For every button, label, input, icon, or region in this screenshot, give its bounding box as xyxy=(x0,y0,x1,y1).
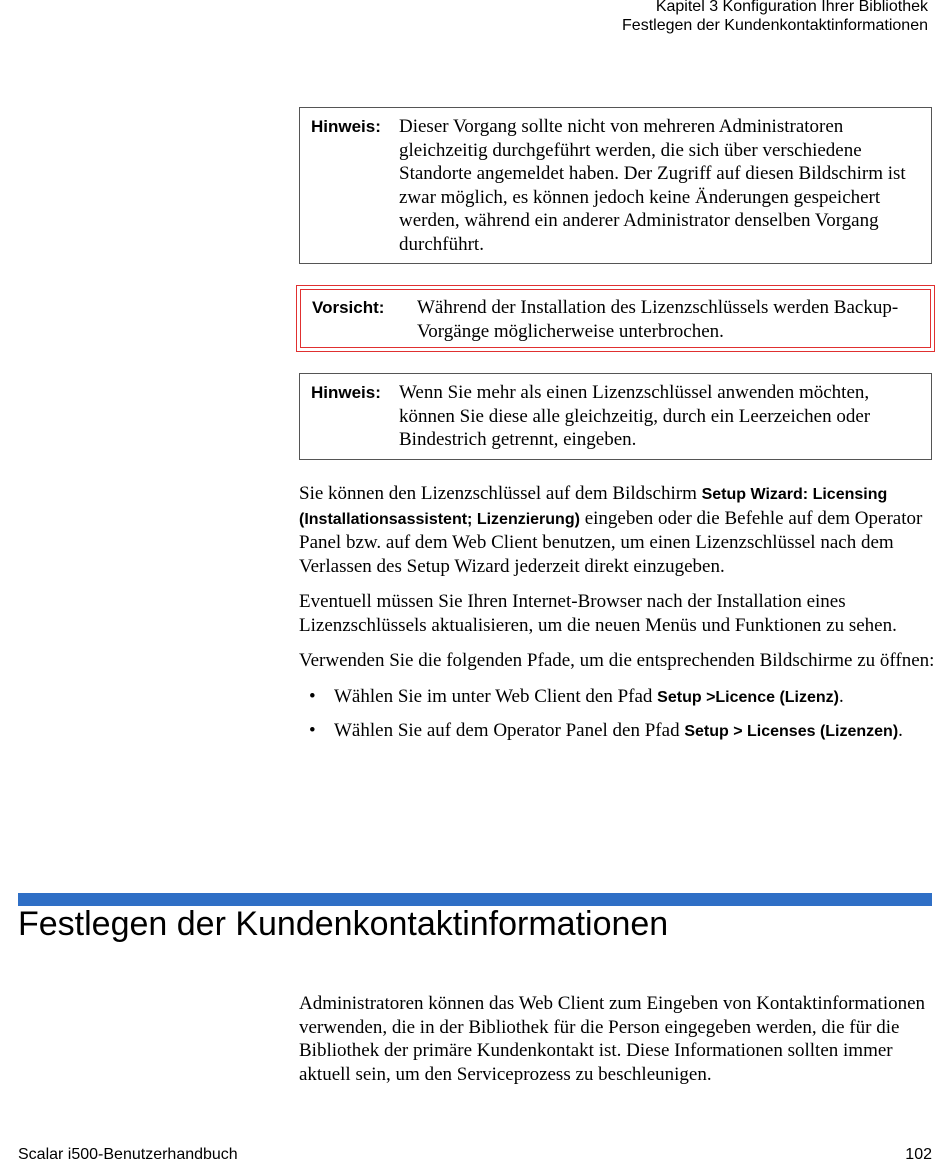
note-box-multiple-keys xyxy=(299,373,932,460)
contact-body-text xyxy=(299,992,939,1098)
note-box-concurrent-admins xyxy=(299,107,932,264)
header-section: Festlegen der Kundenkontaktinformationen xyxy=(622,17,928,34)
bullet-text: Wählen Sie auf dem Operator Panel den Pfad xyxy=(334,720,685,741)
header-chapter: Kapitel 3 Konfiguration Ihrer Bibliothek xyxy=(655,0,928,15)
bullet-marker: • xyxy=(309,685,316,707)
caution-inner-frame xyxy=(300,289,931,348)
caution-label: Vorsicht: xyxy=(312,298,385,317)
note-text: Dieser Vorgang sollte nicht von mehreren Administratoren gleichzeitig durchgeführt werden, die sich über verschiedene Standorte angemeldet haben. Der Zugriff auf diesen Bildschirm ist zwar möglich, es können jedoch keine Änderungen gespeichert werden, während ein anderer Administrator denselben Vorgang durchführt. xyxy=(399,116,906,255)
bullet-text: . xyxy=(898,720,903,741)
footer-page-number: 102 xyxy=(905,1146,932,1163)
paragraph-text: Sie können den Lizenzschlüssel auf dem Bildschirm xyxy=(299,483,702,504)
bullet-item-web-client xyxy=(299,685,939,710)
caution-text: Während der Installation des Lizenzschlüssels werden Backup-Vorgänge möglicherweise unterbrochen. xyxy=(417,297,899,342)
bullet-marker: • xyxy=(309,720,316,741)
bullet-text: Wählen Sie im unter Web Client den Pfad xyxy=(334,685,658,707)
section-heading: Festlegen der Kundenkontaktinformationen xyxy=(18,905,669,943)
paragraph-text: eingeben oder die Befehle auf dem Operator Panel bzw. auf dem Web Client benutzen, um einen Lizenzschlüssel nach dem Verlassen des Setup Wizard jederzeit direkt einzugeben. xyxy=(299,507,923,577)
paragraph-paths-intro: Verwenden Sie die folgenden Pfade, um die entsprechenden Bildschirme zu öffnen: xyxy=(299,650,935,671)
menu-path: Setup >Licence (Lizenz) xyxy=(657,688,839,706)
screen-name-setup-wizard: Setup Wizard: Licensing (Installationsassistent; Lizenzierung) xyxy=(299,486,888,528)
license-body-text xyxy=(299,482,939,754)
footer-manual-title: Scalar i500-Benutzerhandbuch xyxy=(18,1146,238,1163)
paragraph-contact-info: Administratoren können das Web Client zum Eingeben von Kontaktinformationen verwenden, die in der Bibliothek für die Person eingegeben werden, die für die Bibliothek der primäre Kundenkontakt ist. Diese Informationen sollten immer aktuell sein, um den Serviceprozess zu beschleunigen. xyxy=(299,993,926,1085)
paragraph-license-entry xyxy=(299,482,939,578)
menu-path: Setup > Licenses (Lizenzen) xyxy=(684,723,899,740)
paragraph-browser-refresh: Eventuell müssen Sie Ihren Internet-Browser nach der Installation eines Lizenzschlüssels aktualisieren, um die neuen Menüs und Funktionen zu sehen. xyxy=(299,591,897,636)
note-label: Hinweis: xyxy=(311,383,381,402)
caution-box xyxy=(296,285,935,352)
bullet-item-operator-panel xyxy=(299,719,939,744)
note-label: Hinweis: xyxy=(311,117,381,136)
bullet-text: . xyxy=(838,685,844,707)
running-header xyxy=(622,0,928,35)
note-text: Wenn Sie mehr als einen Lizenzschlüssel anwenden möchten, können Sie diese alle gleichzeitig, durch ein Leerzeichen oder Bindestrich getrennt, eingeben. xyxy=(399,382,871,450)
